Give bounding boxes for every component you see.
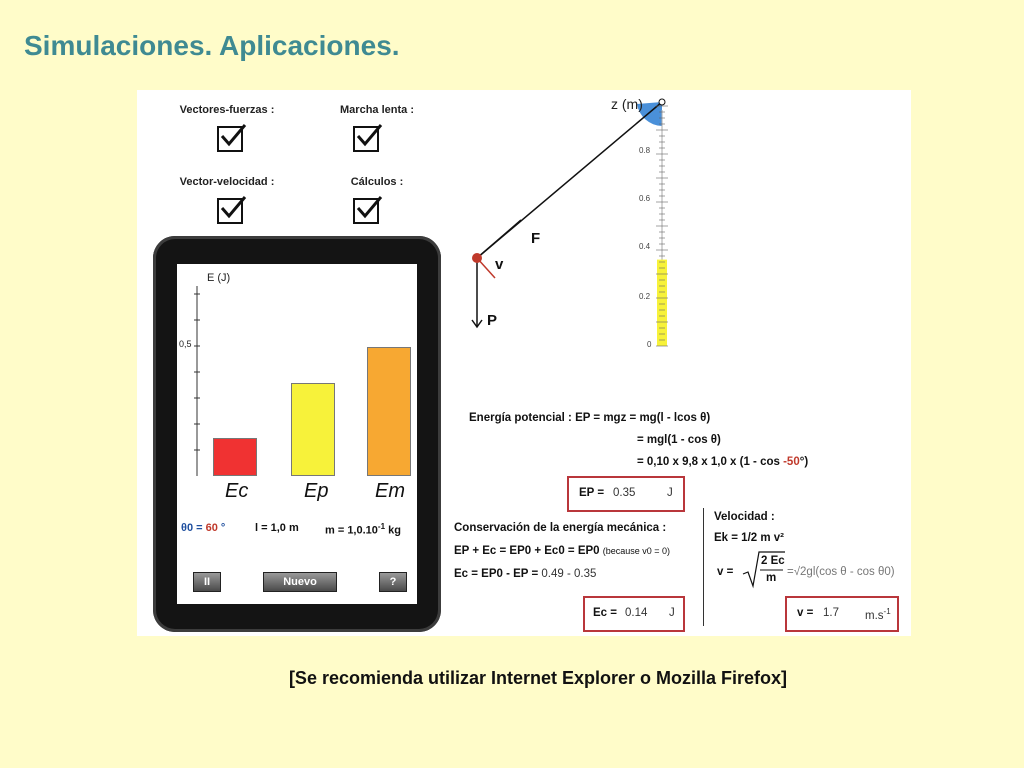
force-label: F [531,230,541,247]
conservation-note: (because v0 = 0) [602,546,671,556]
ep-result-box [567,476,685,512]
theta-value[interactable]: 60 [205,522,218,534]
slow-motion-checkbox[interactable] [353,126,379,152]
check-icon [218,194,248,224]
velocity-vector-checkbox[interactable] [217,198,243,224]
slide-title: Simulaciones. Aplicaciones. [24,30,400,61]
v-value: 1.7 [823,607,839,619]
potential-eq2: = mgl(1 - cos θ) [637,434,721,446]
velocity-v: v = [717,566,734,578]
bar-label-ec: Ec [225,480,249,502]
conservation-eq1: EP + Ec = EP0 + Ec0 = EP0 [454,545,600,557]
ruler-tick-3: 0.2 [639,292,651,301]
potential-eq3a: = 0,10 x 9,8 x 1,0 x (1 - cos [637,456,780,468]
bar-label-ep: Ep [304,480,329,502]
potential-angle: -50 [783,456,800,468]
check-icon [218,122,248,152]
velocity-alt: =√2gl(cos θ - cos θ0) [787,566,895,578]
option-velocity-label: Vector-velocidad : [179,176,275,188]
velocity-num: 2 Ec [761,555,785,567]
velocity-title: Velocidad : [714,511,775,523]
energy-bar-ec [213,438,257,476]
calculations-checkbox[interactable] [353,198,379,224]
pause-button[interactable]: II [193,572,221,592]
formula-divider [703,508,704,626]
ec-unit: J [669,607,675,619]
conservation-minus: - [566,568,571,580]
ep-label: EP = [579,487,605,499]
ruler-tick-4: 0 [647,340,652,349]
energy-chart-screen [177,264,417,604]
theta-label: θ0 = [181,522,203,534]
theta-unit: ° [220,522,226,534]
potential-eq1: EP = mgz = mg(l - lcos θ) [575,412,711,424]
ruler-tick-0: 0.8 [639,146,651,155]
mass-exponent: -1 [377,522,386,531]
option-calc-label: Cálculos : [350,176,404,188]
browser-recommendation: [Se recomienda utilizar Internet Explorer o Mozilla Firefox] [288,668,788,688]
velocity-den: m [766,572,777,584]
y-tick-label: 0,5 [179,339,192,349]
pivot-icon [659,99,665,105]
pendulum-bob[interactable] [472,253,482,263]
v-result-box [785,596,899,632]
potential-title: Energía potencial : [469,412,572,424]
potential-eq3b: °) [799,456,809,468]
y-axis-label: E (J) [207,272,231,284]
v-label: v = [797,607,814,619]
energy-bar-em [367,347,411,476]
tablet-frame [153,236,441,632]
pendulum-diagram [457,90,777,350]
bar-label-em: Em [375,480,405,502]
ruler-tick-1: 0.6 [639,194,651,203]
ec-label: Ec = [593,607,617,619]
option-forces-label: Vectores-fuerzas : [179,104,275,116]
conservation-val2: 0.35 [574,568,597,580]
ep-unit: J [667,487,673,499]
v-exponent: -1 [883,607,891,616]
forces-checkbox[interactable] [217,126,243,152]
velocity-eq1: Ek = 1/2 m v² [714,532,784,544]
ep-value: 0.35 [613,487,636,499]
height-indicator [657,260,667,346]
conservation-val1: 0.49 [541,568,564,580]
conservation-eq2: Ec = EP0 - EP = [454,568,539,580]
option-slow-label: Marcha lenta : [340,104,414,116]
z-axis-label: z (m) [611,96,643,112]
ec-value: 0.14 [625,607,648,619]
mass-unit: kg [388,524,401,537]
v-unit: m.s [865,609,884,622]
ruler-tick-2: 0.4 [639,242,651,251]
force-vector [477,220,521,258]
mass-value: m = 1,0.10 [325,524,378,537]
simulation-panel [137,90,911,636]
length-value: l = 1,0 m [255,522,299,534]
conservation-title: Conservación de la energía mecánica : [454,522,667,534]
energy-bar-ep [291,383,335,476]
check-icon [354,122,384,152]
help-button[interactable]: ? [379,572,407,592]
ec-result-box [583,596,685,632]
velocity-label: v [495,256,504,273]
new-button[interactable]: Nuevo [263,572,337,592]
weight-label: P [487,312,498,329]
check-icon [354,194,384,224]
